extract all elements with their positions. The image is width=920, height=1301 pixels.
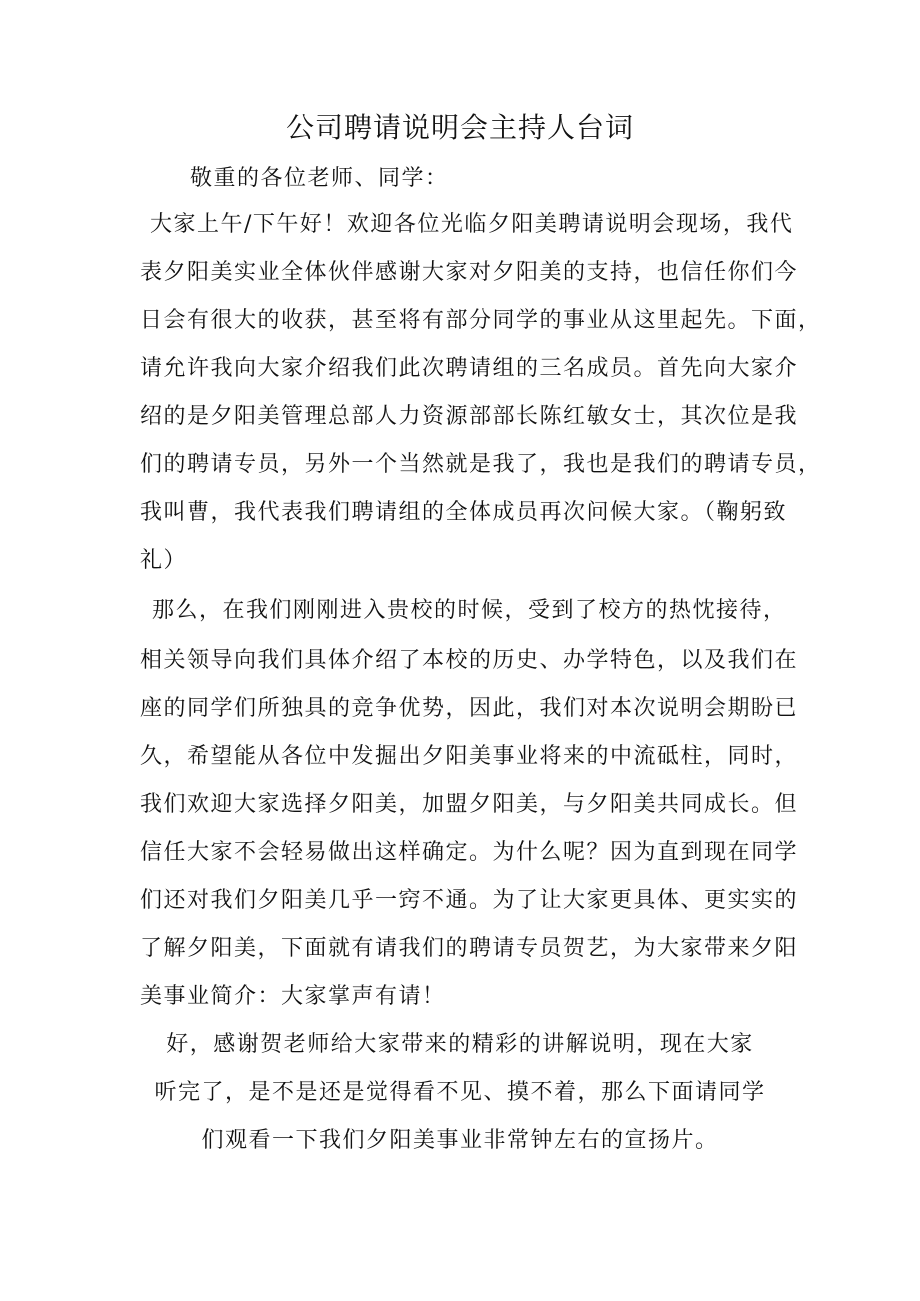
- document-title: 公司聘请说明会主持人台词: [285, 111, 634, 144]
- paragraph-3-line: 们观看一下我们夕阳美事业非常钟左右的宣扬片。: [201, 1128, 719, 1153]
- paragraph-1-line: 日会有很大的收获，甚至将有部分同学的事业从这里起先。下面，: [140, 308, 822, 333]
- paragraph-2-line: 我们欢迎大家选择夕阳美，加盟夕阳美，与夕阳美共同成长。但: [140, 792, 799, 817]
- paragraph-2-line: 信任大家不会轻易做出这样确定。为什么呢？因为直到现在同学: [140, 840, 799, 865]
- paragraph-2-line: 相关领导向我们具体介绍了本校的历史、办学特色，以及我们在: [140, 648, 799, 673]
- paragraph-1-line: 表夕阳美实业全体伙伴感谢大家对夕阳美的支持，也信任你们今: [140, 260, 799, 285]
- paragraph-1-line: 礼）: [140, 548, 188, 573]
- paragraph-3-line: 好，感谢贺老师给大家带来的精彩的讲解说明，现在大家: [166, 1032, 754, 1057]
- paragraph-1-line: 大家上午/下午好！欢迎各位光临夕阳美聘请说明会现场，我代: [150, 212, 794, 237]
- paragraph-2-line: 了解夕阳美，下面就有请我们的聘请专员贺艺，为大家带来夕阳: [140, 936, 799, 961]
- paragraph-2-line: 们还对我们夕阳美几乎一窍不通。为了让大家更具体、更实实的: [140, 888, 799, 913]
- paragraph-1-line: 绍的是夕阳美管理总部人力资源部部长陈红敏女士，其次位是我: [140, 404, 799, 429]
- paragraph-3-line: 听完了，是不是还是觉得看不见、摸不着，那么下面请同学: [154, 1080, 766, 1105]
- paragraph-1-line: 们的聘请专员，另外一个当然就是我了，我也是我们的聘请专员，: [140, 452, 822, 477]
- greeting: 敬重的各位老师、同学：: [190, 166, 449, 191]
- paragraph-1-line: 我叫曹，我代表我们聘请组的全体成员再次问候大家。（鞠躬致: [140, 500, 788, 525]
- paragraph-2-line: 美事业简介：大家掌声有请！: [140, 984, 446, 1009]
- paragraph-1-line: 请允许我向大家介绍我们此次聘请组的三名成员。首先向大家介: [140, 356, 799, 381]
- paragraph-2-line: 座的同学们所独具的竞争优势，因此，我们对本次说明会期盼已: [140, 696, 799, 721]
- paragraph-2-line: 那么，在我们刚刚进入贵校的时候，受到了校方的热忱接待，: [152, 598, 787, 623]
- paragraph-2-line: 久，希望能从各位中发掘出夕阳美事业将来的中流砥柱，同时，: [140, 744, 799, 769]
